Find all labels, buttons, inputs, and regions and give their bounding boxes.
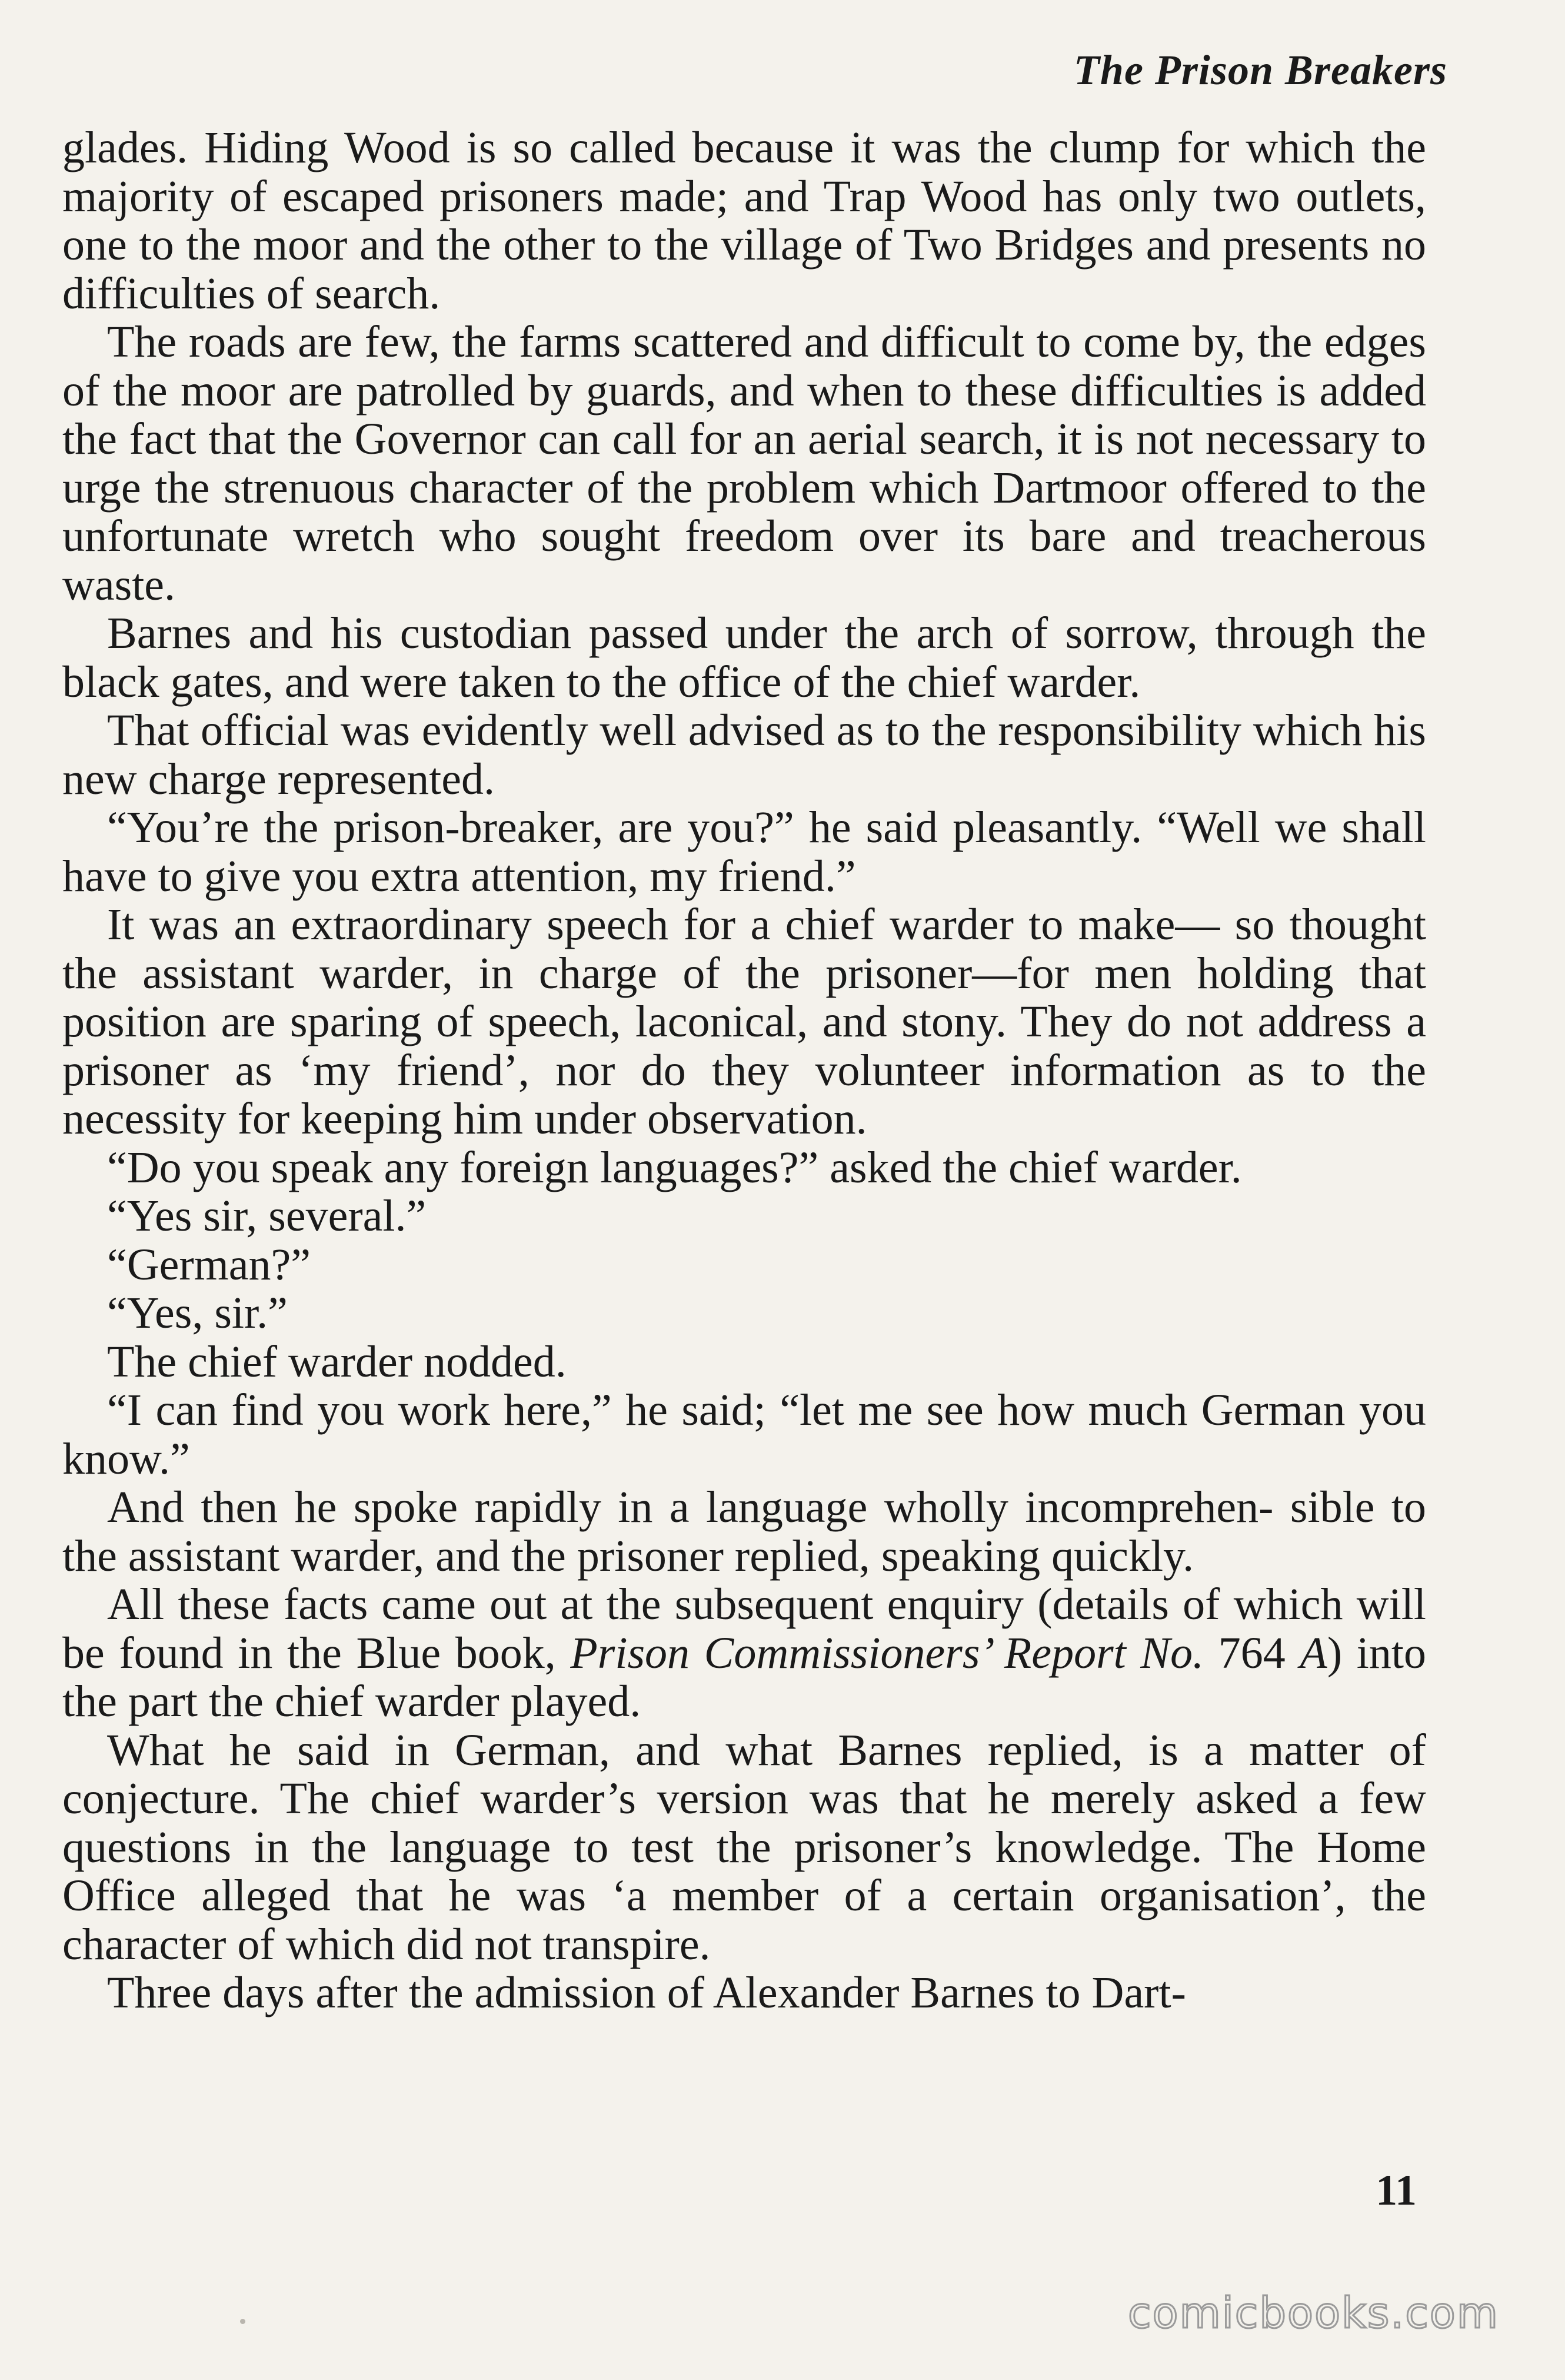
watermark-logo: comicbooks.com	[1127, 2288, 1499, 2338]
report-letter: A	[1300, 1628, 1327, 1678]
body-text	[62, 124, 1426, 2017]
report-number: 764	[1204, 1628, 1300, 1678]
enquiry-text-before: All these facts came out at the subsequent enquiry (details of which will be found in the Blue book,	[62, 1580, 1426, 1678]
paragraph-12: “I can find you work here,” he said; “let me see how much German you know.”	[62, 1385, 1426, 1484]
paragraph-14	[62, 1580, 1426, 1726]
paragraph-7: “Do you speak any foreign languages?” asked the chief warder.	[107, 1142, 1242, 1192]
paragraph-13: And then he spoke rapidly in a language wholly incomprehen- sible to the assistant warder, and the prisoner replied, speaking quickly.	[62, 1482, 1426, 1581]
paragraph-4: That official was evidently well advised as to the responsibility which his new charge represented.	[62, 706, 1426, 804]
paragraph-10: “Yes, sir.”	[107, 1288, 288, 1338]
running-head: The Prison Breakers	[1073, 46, 1447, 94]
paragraph-1: glades. Hiding Wood is so called because it was the clump for which the majority of escaped prisoners made; and Trap Wood has only two outlets, one to the moor and the other to the village of Two Bridges and presents no difficulties of search.	[62, 123, 1426, 318]
enquiry-text-after: ) into the part the chief warder played.	[62, 1628, 1427, 1726]
paragraph-11: The chief warder nodded.	[107, 1337, 567, 1387]
paragraph-3: Barnes and his custodian passed under the arch of sorrow, through the black gates, and were taken to the office of the chief warder.	[62, 609, 1426, 707]
paragraph-9: “German?”	[107, 1239, 311, 1289]
paragraph-5: “You’re the prison-breaker, are you?” he said pleasantly. “Well we shall have to give you extra attention, my friend.”	[62, 803, 1426, 901]
page-number: 11	[1376, 2166, 1417, 2215]
paragraph-15: What he said in German, and what Barnes replied, is a matter of conjecture. The chief warder’s version was that he merely asked a few questions in the language to test the prisoner’s knowledge. The Home Office alleged that he was ‘a member of a certain organisation’, the character of which did not transpire.	[62, 1725, 1426, 1969]
paragraph-2: The roads are few, the farms scattered and difficult to come by, the edges of the moor are patrolled by guards, and when to these difficulties is added the fact that the Governor can call for an aerial search, it is not necessary to urge the strenuous character of the problem which Dartmoor offered to the unfortunate wretch who sought freedom over its bare and treacherous waste.	[62, 317, 1426, 610]
paper-speck	[240, 2319, 245, 2324]
report-title: Prison Commissioners’ Report No.	[570, 1628, 1204, 1678]
paragraph-6: It was an extraordinary speech for a chief warder to make— so thought the assistant warder, in charge of the prisoner—for men holding that position are sparing of speech, laconical, and stony. They do not address a prisoner as ‘my friend’, nor do they volunteer information as to the necessity for keeping him under observation.	[62, 900, 1426, 1144]
paragraph-8: “Yes sir, several.”	[107, 1191, 427, 1241]
paragraph-16: Three days after the admission of Alexander Barnes to Dart-	[107, 1968, 1186, 2017]
